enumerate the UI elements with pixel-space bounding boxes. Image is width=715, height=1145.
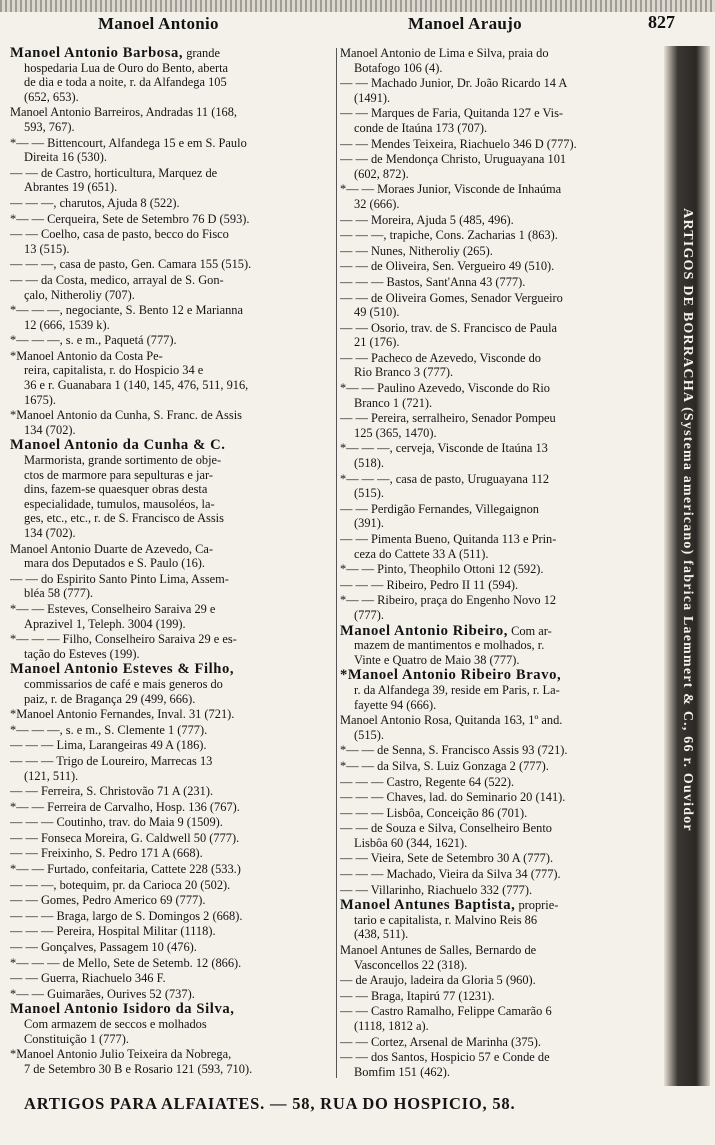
directory-entry: [340, 1050, 658, 1079]
entry-line: (652, 653).: [24, 89, 79, 104]
directory-entry: [10, 572, 338, 601]
entry-line: — — Cortez, Arsenal de Marinha (375).: [340, 1034, 541, 1049]
directory-entry: [10, 602, 338, 631]
directory-entry: [340, 624, 658, 668]
directory-entry: [340, 713, 658, 742]
entry-line: *Manoel Antonio da Costa Pe-: [10, 348, 163, 363]
entry-line: ctos de marmore para sepulturas e jar-: [24, 467, 213, 482]
entry-line: *Manoel Antonio Julio Teixeira da Nobrega,: [10, 1047, 232, 1062]
entry-line: Vinte e Quatro de Maio 38 (777).: [354, 652, 520, 667]
directory-entry: [10, 303, 338, 332]
entry-line: — — Coelho, casa de pasto, becco do Fisco: [10, 227, 229, 242]
directory-entry: [10, 166, 338, 195]
entry-line: *— — Esteves, Conselheiro Saraiva 29 e: [10, 601, 216, 616]
entry-line: Manoel Antonio Duarte de Azevedo, Ca-: [10, 541, 214, 556]
entry-line: Lisbôa 60 (344, 1621).: [354, 835, 468, 850]
directory-entry: [340, 351, 658, 380]
entry-line: — — de Castro, horticultura, Marquez de: [10, 165, 218, 180]
directory-entry: [340, 973, 658, 988]
entry-line: r. da Alfandega 39, reside em Paris, r. La-: [354, 682, 560, 697]
directory-entry: [340, 411, 658, 440]
directory-entry: [340, 137, 658, 152]
entry-line: — — — Pereira, Hospital Militar (1118).: [10, 924, 216, 939]
entry-line: Manoel Antonio de Lima e Silva, praia do: [340, 46, 549, 60]
directory-entry: [340, 228, 658, 243]
entry-line: (518).: [354, 456, 384, 471]
directory-entry: [10, 987, 338, 1002]
entry-line: Branco 1 (721).: [354, 395, 433, 410]
entry-name-bold: *Manoel Antonio Ribeiro Bravo,: [340, 668, 562, 683]
directory-entry: [340, 562, 658, 577]
entry-line: *— — Ferreira de Carvalho, Hosp. 136 (767).: [10, 799, 240, 814]
entry-line: — — — Trigo de Loureiro, Marrecas 13: [10, 753, 213, 768]
entry-line: tação do Esteves (199).: [24, 646, 140, 661]
entry-line: çalo, Nitheroliy (707).: [24, 287, 135, 302]
entry-line: — — —, casa de pasto, Gen. Camara 155 (515).: [10, 257, 252, 272]
entry-line: — — Vieira, Sete de Setembro 30 A (777).: [340, 851, 554, 866]
directory-entry: [340, 152, 658, 181]
entry-line: especialidade, tumulos, mausoléos, la-: [24, 496, 215, 511]
entry-line: reira, capitalista, r. do Hospicio 34 e: [24, 363, 204, 378]
entry-line: Manoel Antunes Baptista, proprie-: [340, 898, 559, 913]
directory-entry: [340, 578, 658, 593]
entry-line: — — Pereira, serralheiro, Senador Pompeu: [340, 411, 556, 426]
entry-line: — — Moreira, Ajuda 5 (485, 496).: [340, 212, 514, 227]
entry-line: Botafogo 106 (4).: [354, 60, 443, 75]
directory-entry: [340, 502, 658, 531]
entry-line: *— — de Senna, S. Francisco Assis 93 (721).: [340, 743, 568, 758]
entry-line: (121, 511).: [24, 768, 79, 783]
entry-line: — — Gomes, Pedro Americo 69 (777).: [10, 893, 206, 908]
entry-line: — — — Castro, Regente 64 (522).: [340, 774, 515, 789]
entry-line: (777).: [354, 607, 384, 622]
directory-entry: [340, 775, 658, 790]
directory-entry: [10, 408, 338, 437]
directory-entry: [340, 821, 658, 850]
header-right-title: Manoel Araujo: [408, 14, 522, 33]
entry-line: — — —, trapiche, Cons. Zacharias 1 (863).: [340, 228, 558, 243]
entry-line: paiz, r. de Bragança 29 (499, 666).: [24, 691, 196, 706]
directory-entry: [340, 46, 658, 75]
directory-entry: [10, 105, 338, 134]
entry-line: — — — Lima, Larangeiras 49 A (186).: [10, 738, 207, 753]
entry-line: (1491).: [354, 90, 391, 105]
entry-line: (1118, 1812 a).: [354, 1019, 429, 1033]
left-column: [10, 46, 338, 1077]
entry-line: 593, 767).: [24, 119, 75, 134]
entry-line: fayette 94 (666).: [354, 697, 437, 712]
directory-entry: [340, 182, 658, 211]
entry-line: *— — —, casa de pasto, Uruguayana 112: [340, 471, 550, 486]
entry-line: — — —, botequim, pr. da Carioca 20 (502).: [10, 877, 231, 892]
entry-line: 36 e r. Guanabara 1 (140, 145, 476, 511, 916,: [24, 378, 249, 393]
entry-line: *— — Cerqueira, Sete de Setembro 76 D (593).: [10, 211, 250, 226]
entry-line: — — de Mendonça Christo, Uruguayana 101: [340, 152, 567, 167]
entry-line: — — de Souza e Silva, Conselheiro Bento: [340, 821, 552, 836]
directory-entry: [340, 441, 658, 470]
entry-line: 21 (176).: [354, 335, 400, 350]
entry-line: — — Freixinho, S. Pedro 171 A (668).: [10, 846, 203, 861]
directory-entry: [10, 333, 338, 348]
directory-entry: [340, 532, 658, 561]
entry-line: 49 (510).: [354, 305, 400, 320]
entry-line: Vasconcellos 22 (318).: [354, 957, 468, 972]
entry-name-bold: Manoel Antonio Barbosa,: [10, 46, 184, 61]
entry-line: *— — Paulino Azevedo, Visconde do Rio: [340, 381, 550, 396]
directory-entry: [10, 784, 338, 799]
directory-entry: [10, 971, 338, 986]
entry-line: dins, fazem-se quaesquer obras desta: [24, 482, 208, 497]
footer-advert: ARTIGOS PARA ALFAIATES. — 58, RUA DO HOSPICIO, 58.: [24, 1094, 516, 1113]
directory-entry: [340, 259, 658, 274]
directory-entry: [340, 593, 658, 622]
entry-line: — — Castro Ramalho, Felippe Camarão 6: [340, 1004, 552, 1019]
directory-entry: [10, 815, 338, 830]
directory-entry: [10, 846, 338, 861]
directory-entry: [10, 909, 338, 924]
entry-line: — — Nunes, Nitheroliy (265).: [340, 243, 493, 258]
entry-line: 12 (666, 1539 k).: [24, 317, 110, 332]
directory-entry: [340, 898, 658, 942]
directory-entry: [340, 883, 658, 898]
entry-line: — — dos Santos, Hospicio 57 e Conde de: [340, 1050, 550, 1065]
entry-line: — — — Coutinho, trav. do Maia 9 (1509).: [10, 815, 223, 830]
entry-line: — — Pacheco de Azevedo, Visconde do: [340, 350, 542, 365]
directory-entry: [10, 754, 338, 783]
directory-entry: [10, 46, 338, 104]
directory-entry: [10, 738, 338, 753]
entry-line: *— — —, cerveja, Visconde de Itaúna 13: [340, 441, 548, 456]
entry-line: *— — — de Mello, Sete de Setemb. 12 (866).: [10, 955, 242, 970]
directory-entry: [340, 472, 658, 501]
entry-line: 134 (702).: [24, 422, 76, 437]
entry-line: Aprazivel 1, Teleph. 3004 (199).: [24, 616, 186, 631]
entry-line: 32 (666).: [354, 196, 400, 211]
entry-line: — — — Lisbôa, Conceição 86 (701).: [340, 805, 528, 820]
entry-line: Manoel Antonio Rosa, Quitanda 163, 1º and.: [340, 713, 563, 728]
entry-line: — — Braga, Itapirú 77 (1231).: [340, 988, 495, 1003]
entry-name-bold: Manoel Antonio Ribeiro,: [340, 623, 508, 639]
entry-line: — — do Espirito Santo Pinto Lima, Assem-: [10, 571, 229, 586]
directory-entry: [10, 1047, 338, 1076]
entry-line: — — — Bastos, Sant'Anna 43 (777).: [340, 274, 526, 289]
entry-line: 7 de Setembro 30 B e Rosario 121 (593, 710).: [24, 1061, 253, 1076]
directory-entry: [340, 275, 658, 290]
entry-name-bold: Manoel Antonio da Cunha & C.: [10, 438, 226, 454]
entry-line: — — Guerra, Riachuelo 346 F.: [10, 971, 166, 986]
directory-entry: [10, 862, 338, 877]
entry-line: Abrantes 19 (651).: [24, 180, 118, 195]
entry-line: (515).: [354, 486, 384, 501]
entry-line: — — Osorio, trav. de S. Francisco de Paula: [340, 320, 558, 335]
directory-entry: [10, 800, 338, 815]
entry-line: — — de Oliveira Gomes, Senador Vergueiro: [340, 290, 563, 305]
directory-entry: [10, 878, 338, 893]
directory-entry: [340, 668, 658, 712]
entry-line: — — Perdigão Fernandes, Villegaignon: [340, 501, 539, 516]
entry-line: *— — —, negociante, S. Bento 12 e Marianna: [10, 303, 243, 318]
entry-line: *— — Guimarães, Ourives 52 (737).: [10, 986, 195, 1001]
directory-entry: [10, 662, 338, 706]
entry-line: hospedaria Lua de Ouro do Bento, aberta: [24, 60, 229, 75]
directory-entry: [340, 743, 658, 758]
header-left-title: Manoel Antonio: [98, 14, 219, 33]
entry-line: Direita 16 (530).: [24, 150, 107, 165]
directory-entry: [10, 212, 338, 227]
entry-line: [10, 1002, 338, 1017]
entry-line: *— — Ribeiro, praça do Engenho Novo 12: [340, 593, 557, 608]
directory-entry: [10, 196, 338, 211]
entry-line: — de Araujo, ladeira da Gloria 5 (960).: [340, 973, 536, 988]
entry-line: *— — Bittencourt, Alfandega 15 e em S. Paulo: [10, 135, 247, 150]
directory-entry: [340, 943, 658, 972]
directory-entry: [10, 1002, 338, 1046]
entry-line: 125 (365, 1470).: [354, 425, 437, 440]
entry-line: *— — Moraes Junior, Visconde de Inhaúma: [340, 182, 562, 197]
entry-line: [10, 662, 338, 677]
entry-line: [10, 438, 338, 453]
entry-line: 1675).: [24, 392, 57, 407]
entry-line: (438, 511).: [354, 927, 409, 942]
entry-line: mazem de mantimentos e molhados, r.: [354, 638, 545, 653]
directory-entry: [340, 321, 658, 350]
entry-line: Rio Branco 3 (777).: [354, 365, 454, 380]
entry-line: 134 (702).: [24, 526, 76, 540]
entry-line: Manoel Antonio Barbosa, grande: [10, 46, 220, 61]
directory-entry: [10, 257, 338, 272]
entry-line: conde de Itaúna 173 (707).: [354, 120, 488, 135]
directory-entry: [340, 76, 658, 105]
side-advert-text: ARTIGOS DE BORRACHA (Systema americano) fabrica Laemmert & C., 66 r. Ouvidor: [680, 208, 695, 832]
entry-line: — — Fonseca Moreira, G. Caldwell 50 (777).: [10, 830, 240, 845]
entry-name-bold: Manoel Antonio Esteves & Filho,: [10, 662, 235, 677]
directory-entry: [340, 291, 658, 320]
directory-entry: [340, 790, 658, 805]
entry-line: — — — Chaves, lad. do Seminario 20 (141).: [340, 790, 566, 805]
entry-line: — — de Oliveira, Sen. Vergueiro 49 (510).: [340, 259, 555, 274]
entry-line: — — Pimenta Bueno, Quitanda 113 e Prin-: [340, 532, 557, 546]
entry-line: *Manoel Antonio Fernandes, Inval. 31 (721).: [10, 707, 235, 722]
entry-line: Manoel Antonio Barreiros, Andradas 11 (168,: [10, 105, 238, 120]
directory-entry: [10, 831, 338, 846]
directory-entry: [340, 867, 658, 882]
entry-line: ges, etc., etc., r. de S. Francisco de Assis: [24, 511, 224, 526]
directory-entry: [340, 1035, 658, 1050]
entry-line: tario e capitalista, r. Malvino Reis 86: [354, 912, 538, 927]
entry-line: — — Ferreira, S. Christovão 71 A (231).: [10, 784, 214, 799]
entry-line: — — —, charutos, Ajuda 8 (522).: [10, 195, 180, 210]
directory-entry: [10, 136, 338, 165]
column-divider: [336, 48, 337, 1078]
entry-line: *— — — Filho, Conselheiro Saraiva 29 e es-: [10, 632, 237, 647]
entry-line: [340, 668, 658, 683]
right-column: [340, 46, 658, 1080]
entry-line: — — Mendes Teixeira, Riachuelo 346 D (777).: [340, 136, 577, 151]
directory-entry: [10, 940, 338, 955]
directory-entry: [340, 106, 658, 135]
entry-line: — — — Machado, Vieira da Silva 34 (777).: [340, 867, 561, 882]
page-header: [0, 0, 715, 44]
entry-line: (602, 872).: [354, 166, 409, 181]
entry-name-bold: Manoel Antonio Isidoro da Silva,: [10, 1002, 235, 1017]
entry-line: Bomfim 151 (462).: [354, 1064, 451, 1079]
directory-entry: [10, 542, 338, 571]
directory-entry: [10, 227, 338, 256]
entry-line: commissarios de café e mais generos do: [24, 676, 223, 691]
directory-entry: [340, 381, 658, 410]
directory-entry: [10, 956, 338, 971]
directory-entry: [340, 1004, 658, 1033]
entry-line: — — — Braga, largo de S. Domingos 2 (668).: [10, 908, 243, 923]
directory-entry: [340, 806, 658, 821]
entry-line: *Manoel Antonio da Cunha, S. Franc. de Assis: [10, 408, 242, 423]
directory-entry: [10, 924, 338, 939]
entry-line: mara dos Deputados e S. Paulo (16).: [24, 556, 206, 571]
entry-line: — — — Ribeiro, Pedro II 11 (594).: [340, 577, 519, 592]
directory-entry: [10, 438, 338, 540]
entry-line: bléa 58 (777).: [24, 586, 94, 601]
page-number: 827: [648, 12, 675, 32]
directory-entry: [340, 989, 658, 1004]
entry-line: — — Marques de Faria, Quitanda 127 e Vis-: [340, 106, 564, 121]
entry-line: — — Villarinho, Riachuelo 332 (777).: [340, 882, 533, 897]
entry-line: 13 (515).: [24, 241, 70, 256]
directory-entry: [10, 893, 338, 908]
directory-entry: [10, 723, 338, 738]
entry-line: de dia e toda a noite, r. da Alfandega 105: [24, 75, 227, 90]
directory-entry: [10, 632, 338, 661]
directory-entry: [10, 349, 338, 407]
entry-line: — — Machado Junior, Dr. João Ricardo 14 A: [340, 76, 568, 91]
entry-line: Com armazem de seccos e molhados: [24, 1017, 207, 1031]
entry-line: *— — —, s. e m., Paquetá (777).: [10, 333, 177, 348]
directory-entry: [340, 213, 658, 228]
entry-line: (515).: [354, 727, 384, 742]
directory-entry: [340, 759, 658, 774]
entry-line: *— — —, s. e m., S. Clemente 1 (777).: [10, 722, 208, 737]
entry-name-bold: Manoel Antunes Baptista,: [340, 898, 516, 913]
entry-line: (391).: [354, 516, 384, 531]
entry-line: *— — Furtado, confeitaria, Cattete 228 (533.): [10, 862, 241, 877]
entry-line: *— — Pinto, Theophilo Ottoni 12 (592).: [340, 562, 544, 577]
entry-line: Manoel Antonio Ribeiro, Com ar-: [340, 623, 552, 639]
entry-line: Marmorista, grande sortimento de obje-: [24, 453, 222, 468]
directory-entry: [10, 273, 338, 302]
entry-line: — — Gonçalves, Passagem 10 (476).: [10, 940, 197, 955]
entry-line: *— — da Silva, S. Luiz Gonzaga 2 (777).: [340, 758, 549, 773]
directory-entry: [10, 707, 338, 722]
entry-line: Manoel Antunes de Salles, Bernardo de: [340, 943, 537, 958]
directory-entry: [340, 244, 658, 259]
entry-line: — — da Costa, medico, arrayal de S. Gon-: [10, 272, 224, 287]
entry-line: ceza do Cattete 33 A (511).: [354, 546, 489, 561]
entry-line: Constituição 1 (777).: [24, 1031, 129, 1046]
directory-entry: [340, 851, 658, 866]
